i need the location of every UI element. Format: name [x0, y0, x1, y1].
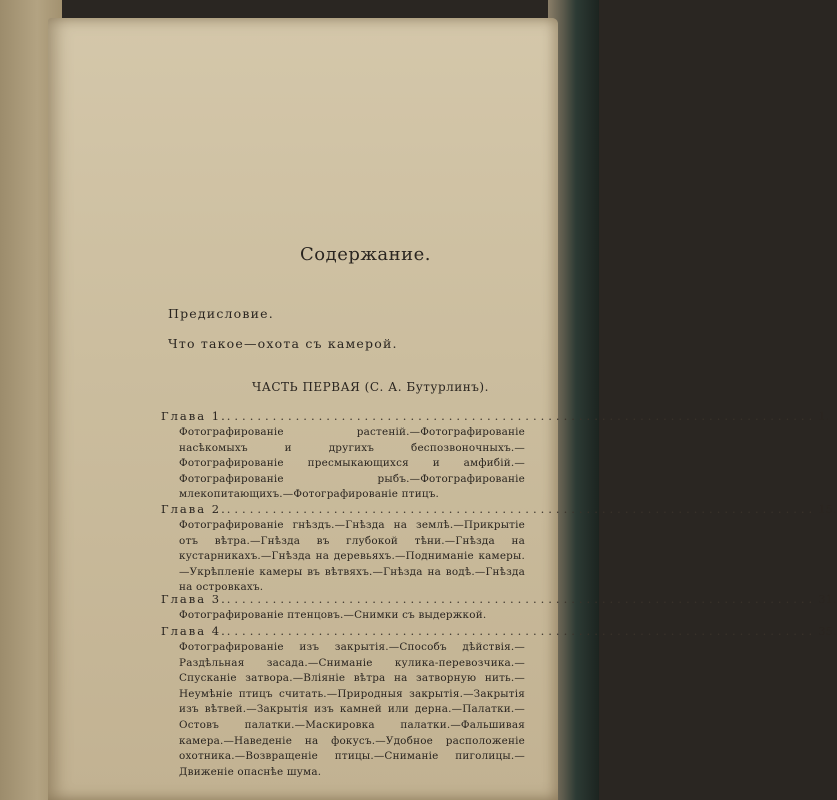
leader-dots: ............................................................................. — [226, 624, 817, 638]
chapter-1 — [161, 409, 830, 503]
chapter-page-number: 1. — [818, 409, 830, 423]
intro-item: Что такое—охота съ камерой. — [168, 336, 398, 351]
chapter-4 — [161, 624, 837, 780]
chapter-2 — [161, 502, 837, 596]
leader-dots: ............................................................................. — [226, 409, 817, 423]
preface-item: Предисловие. — [168, 306, 274, 321]
chapter-page-number: 15. — [818, 502, 837, 516]
page-title: Содержание. — [300, 244, 432, 265]
chapter-label: Глава 3. — [161, 592, 227, 606]
chapter-summary: Фотографированіе изъ закрытія.—Способъ дѣйствія.—Раздѣльная засада.—Сниманіе кулика-перевозчика.—Спусканіе затвора.—Вліяніе вѣтра на затворную нить.—Неумѣніе птицъ считать.—Природныя закрытія.—Закрытія изъ вѣтвей.—Закрытія изъ камней или дерна.—Палатки.—Остовъ палатки.—Маскировка палатки.—Фальшивая камера.—Наведеніе на фокусъ.—Удобное расположеніе охотника.—Возвращеніе птицы.—Сниманіе пиголицы.—Движеніе опаснѣе шума. — [179, 641, 525, 778]
chapter-3 — [161, 592, 837, 624]
chapter-label: Глава 1. — [161, 409, 227, 423]
leader-dots: ............................................................................. — [226, 592, 817, 606]
part-heading: ЧАСТЬ ПЕРВАЯ (С. А. Бутурлинъ). — [252, 380, 489, 394]
chapter-page-number: 35. — [818, 624, 837, 638]
book-page — [48, 18, 837, 800]
chapter-label: Глава 4. — [161, 624, 227, 638]
chapter-summary: Фотографированіе гнѣздъ.—Гнѣзда на землѣ.—Прикрытіе отъ вѣтра.—Гнѣзда въ глубокой тѣни.—Гнѣзда на кустарникахъ.—Гнѣзда на деревьяхъ.—Подниманіе камеры.—Укрѣпленіе камеры въ вѣтвяхъ.—Гнѣзда на водѣ.—Гнѣзда на островкахъ. — [179, 519, 525, 594]
chapter-summary: Фотографированіе птенцовъ.—Снимки съ выдержкой. — [179, 609, 487, 621]
chapter-summary: Фотографированіе растеній.—Фотографированіе насѣкомыхъ и другихъ беспозвоночныхъ.—Фотографированіе пресмыкающихся и амфибій.—Фотографированіе рыбъ.—Фотографированіе млекопитающихъ.—Фотографированіе птицъ. — [179, 426, 525, 501]
chapter-label: Глава 2. — [161, 502, 227, 516]
leader-dots: ............................................................................. — [226, 502, 817, 516]
chapter-page-number: 31. — [818, 592, 837, 606]
